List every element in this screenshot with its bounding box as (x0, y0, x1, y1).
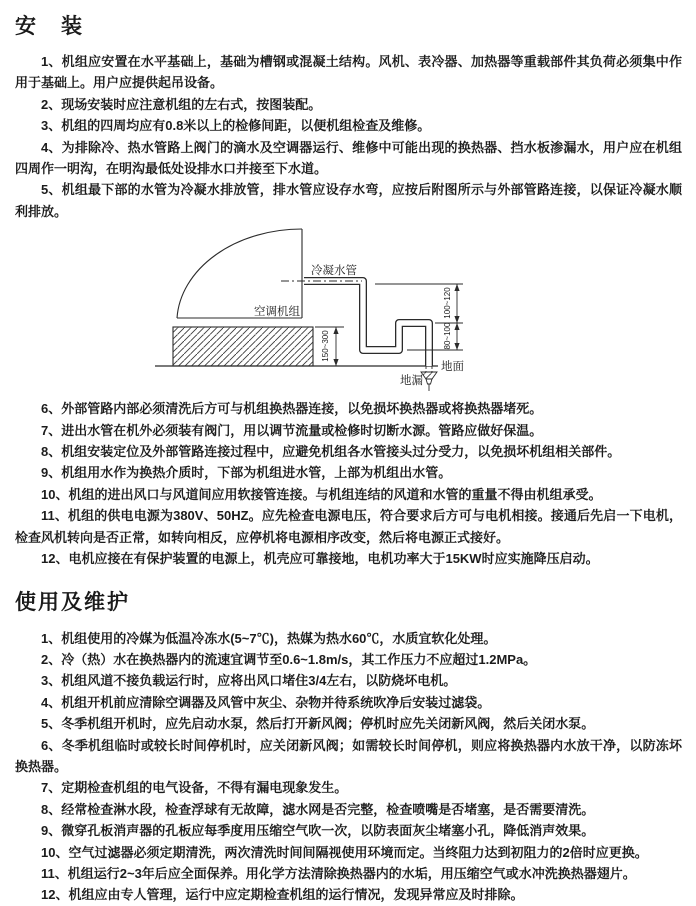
condensate-piping-diagram (15, 224, 682, 394)
maintenance-item-4: 4、机组开机前应清除空调器及风管中灰尘、杂物并待系统吹净后安装过滤袋。 (41, 694, 491, 710)
maintenance-item-2: 2、冷（热）水在换热器内的流速宜调节至0.6~1.8m/s，其工作压力不应超过1.2MPa。 (41, 651, 537, 667)
trap-upper-dimension-label: 100~120 (443, 287, 452, 319)
install-item-1: 1、机组应安置在水平基础上，基础为槽钢或混凝土结构。风机、表冷器、加热器等重载部件其负荷必须集中作用于基础上。用户应提供起吊设备。 (15, 54, 682, 91)
install-item-12: 12、电机应接在有保护装置的电源上，机壳应可靠接地，电机功率大于15KW时应实施降压启动。 (41, 551, 599, 567)
install-item-4: 4、为排除冷、热水管路上阀门的滴水及空调器运行、维修中可能出现的换热器、挡水板渗漏水，用户应在机组四周作一明沟，在明沟最低处设排水口并接至下水道。 (15, 139, 682, 177)
foundation-block (173, 327, 313, 366)
maintenance-item-12: 12、机组应由专人管理，运行中应定期检查机组的运行情况，发现异常应及时排除。 (41, 887, 524, 903)
install-item-2: 2、现场安装时应注意机组的左右式，按图装配。 (41, 96, 322, 112)
install-section-title: 安 装 (15, 15, 84, 38)
maintenance-item-10: 10、空气过滤器必须定期清洗，两次清洗时间间隔视使用环境而定。当终阻力达到初阻力的2倍时应更换。 (41, 844, 648, 860)
install-item-10: 10、机组的进出风口与风道间应用软接管连接。与机组连结的风道和水管的重量不得由机组承受。 (41, 486, 602, 502)
floor-drain (421, 366, 437, 391)
ground-label: 地面 (441, 361, 464, 374)
maintenance-item-3: 3、机组风道不接负载运行时，应将出风口堵住3/4左右，以防烧坏电机。 (41, 673, 457, 689)
ac-unit-label: 空调机组 (254, 306, 300, 319)
install-item-8: 8、机组安装定位及外部管路连接过程中，应避免机组各水管接头过分受力，以免损坏机组相关部件。 (41, 444, 621, 460)
maintenance-item-7: 7、定期检查机组的电气设备，不得有漏电现象发生。 (41, 780, 348, 796)
install-item-9: 9、机组用水作为换热介质时，下部为机组进水管，上部为机组出水管。 (41, 465, 452, 481)
condensate-piping-diagram-svg (15, 224, 696, 394)
install-item-5: 5、机组最下部的水管为冷凝水排放管，排水管应设存水弯，应按后附图所示与外部管路连接，以保证冷凝水顺利排放。 (15, 182, 682, 219)
trap-lower-dimension-label: 80~100 (443, 322, 452, 350)
install-item-7: 7、进出水管在机外必须装有阀门，用以调节流量或检修时切断水源。管路应做好保温。 (41, 422, 543, 438)
install-item-11: 11、机组的供电电源为380V、50HZ。应先检查电源电压，符合要求后方可与电机相接。接通后先启一下电机，检查风机转向是否正常，如转向相反，应停机将电源相序改变，然后将电源正式接好。 (15, 508, 682, 545)
ac-unit-outline (177, 229, 302, 318)
condensate-pipe-label: 冷凝水管 (311, 265, 357, 278)
maintenance-item-8: 8、经常检查淋水段，检查浮球有无故障，滤水网是否完整，检查喷嘴是否堵塞，是否需要清洗。 (41, 801, 595, 817)
maintenance-item-1: 1、机组使用的冷媒为低温冷冻水(5~7℃)，热媒为热水60℃，水质宜软化处理。 (41, 630, 497, 646)
install-item-6: 6、外部管路内部必须清洗后方可与机组换热器连接，以免损坏换热器或将换热器堵死。 (41, 401, 543, 417)
floor-drain-label: 地漏 (400, 375, 423, 388)
maintenance-item-6: 6、冬季机组临时或较长时间停机时，应关闭新风阀；如需较长时间停机，则应将换热器内水放干净，以防冻坏换热器。 (15, 737, 682, 774)
install-item-3: 3、机组的四周均应有0.8米以上的检修间距，以便机组检查及维修。 (41, 118, 431, 134)
maintenance-section-title: 使用及维护 (15, 590, 130, 614)
maintenance-item-5: 5、冬季机组开机时，应先启动水泵，然后打开新风阀；停机时应先关闭新风阀，然后关闭水泵。 (41, 716, 595, 732)
maintenance-item-9: 9、微穿孔板消声器的孔板应每季度用压缩空气吹一次，以防表面灰尘堵塞小孔，降低消声效果。 (41, 823, 595, 839)
maintenance-item-11: 11、机组运行2~3年后应全面保养。用化学方法清除换热器内的水垢，用压缩空气或水冲洗换热器翅片。 (41, 865, 636, 881)
foundation-dimension-label: 150~300 (321, 330, 330, 362)
